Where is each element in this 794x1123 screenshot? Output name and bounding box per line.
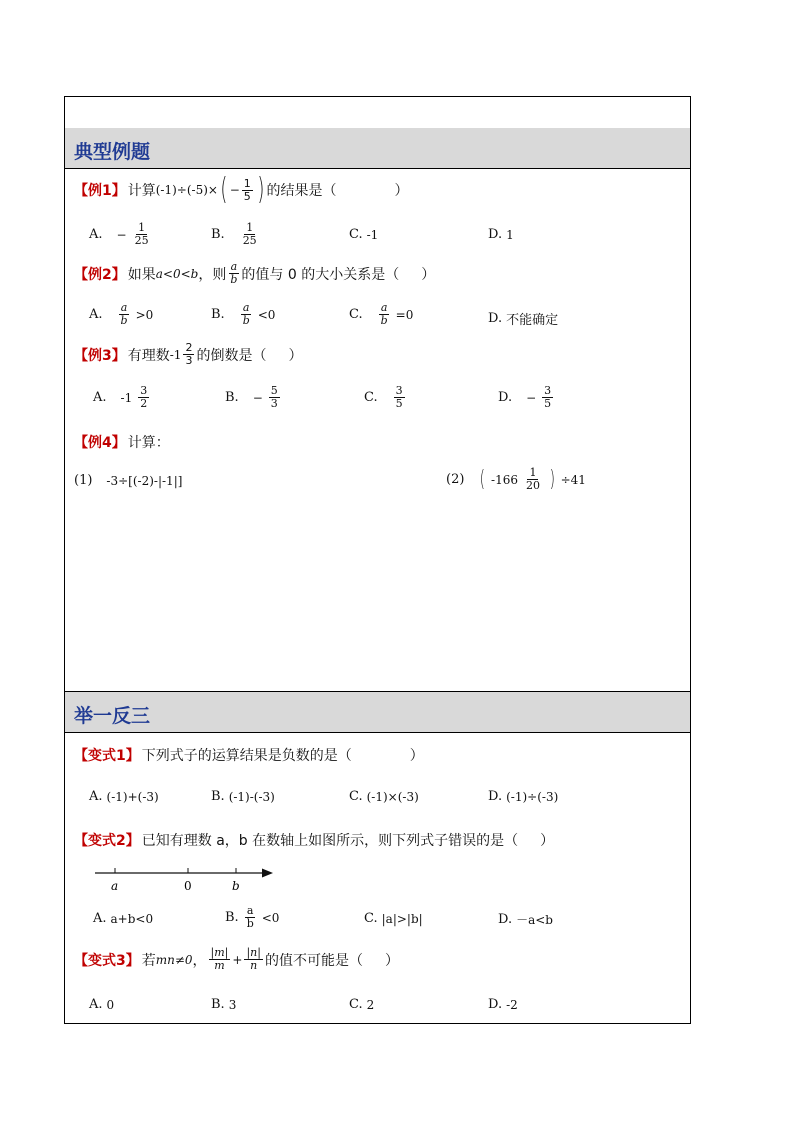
- example-2-condition: a<0<b: [155, 266, 199, 281]
- example-4-prefix: 计算：: [127, 435, 170, 451]
- option-label: C.: [349, 307, 363, 322]
- example-2-option-a[interactable]: [89, 302, 153, 327]
- option-relation: =0: [395, 307, 414, 322]
- example-2-suffix: 的值与 0 的大小关系是（: [241, 266, 400, 283]
- variant-2-tag: 【变式2】: [74, 833, 140, 849]
- option-label: B.: [211, 227, 225, 242]
- example-4-tag: 【例4】: [74, 435, 126, 451]
- option-relation: >0: [135, 307, 154, 322]
- option-label: C.: [349, 789, 363, 804]
- fraction-denominator: 5: [544, 397, 552, 410]
- example-3-prefix: 有理数: [127, 347, 170, 364]
- part-label: (2): [446, 472, 465, 487]
- fraction-denominator: n: [250, 959, 258, 972]
- variant-1-option-c[interactable]: [349, 789, 419, 804]
- option-relation: <0: [261, 910, 280, 925]
- left-paren: (: [480, 466, 486, 492]
- variant-3-close: ）: [384, 952, 399, 969]
- variant-3-suffix: 的值不可能是（: [264, 952, 363, 969]
- variant-1-text: 下列式子的运算结果是负数的是（: [141, 748, 352, 764]
- option-relation: <0: [257, 307, 276, 322]
- number-line-diagram: [89, 863, 279, 893]
- example-2-question: [74, 261, 435, 286]
- left-paren: (: [220, 172, 228, 207]
- variant-1-option-a[interactable]: [89, 789, 159, 804]
- fraction-numerator: a: [242, 301, 250, 314]
- example-1-option-c[interactable]: [349, 227, 378, 242]
- part-expression: -3÷[(-2)-|-1|]: [106, 473, 183, 488]
- example-3-close: ）: [288, 347, 303, 364]
- option-value: (-1)+(-3): [106, 789, 159, 804]
- label-a: a: [111, 879, 119, 893]
- option-value: 0: [106, 997, 115, 1012]
- option-fraction: [241, 222, 259, 247]
- option-fraction: [394, 385, 405, 410]
- option-fraction: [379, 302, 390, 327]
- variant-2-question: [74, 830, 554, 850]
- example-2-prefix: 如果: [127, 266, 156, 283]
- option-label: A.: [89, 227, 103, 242]
- example-1-option-d[interactable]: [488, 227, 514, 242]
- fraction-numerator: 1: [246, 221, 254, 234]
- option-value: -1: [366, 227, 379, 242]
- option-label: B.: [225, 390, 239, 405]
- option-label: D.: [498, 390, 513, 405]
- blank-header-row: [65, 97, 690, 129]
- option-label: B.: [225, 910, 239, 925]
- label-zero: 0: [184, 879, 192, 893]
- option-label: C.: [349, 997, 363, 1012]
- fraction-numerator: |n|: [246, 946, 261, 959]
- option-label: A.: [89, 307, 103, 322]
- example-2-tag: 【例2】: [74, 266, 126, 283]
- example-1-tag: 【例1】: [74, 183, 126, 199]
- fraction-denominator: 5: [243, 189, 251, 203]
- right-paren: ): [257, 172, 265, 207]
- worksheet-frame: [64, 96, 691, 1024]
- variant-3-option-b[interactable]: [211, 997, 236, 1012]
- variant-3-tag: 【变式3】: [74, 952, 140, 969]
- fraction-denominator: 25: [242, 234, 257, 247]
- variant-3-option-c[interactable]: [349, 997, 374, 1012]
- variant-3-question: [74, 947, 399, 972]
- example-2-option-c[interactable]: [349, 302, 413, 327]
- option-whole: -1: [120, 390, 133, 405]
- fraction-denominator: b: [380, 314, 388, 327]
- option-label: C.: [364, 911, 378, 926]
- option-fraction: [241, 302, 252, 327]
- variant-1-close: ）: [409, 748, 424, 764]
- example-2-option-b[interactable]: [211, 302, 275, 327]
- variant-2-text: 已知有理数 a，b 在数轴上如图所示，则下列式子错误的是（: [141, 833, 519, 849]
- fraction-denominator: 3: [270, 397, 278, 410]
- variant-1-tag: 【变式1】: [74, 748, 140, 764]
- option-value: (-1)-(-3): [228, 789, 275, 804]
- option-value: (-1)×(-3): [366, 789, 419, 804]
- option-value: -2: [506, 997, 518, 1012]
- example-4-question: [74, 432, 170, 452]
- label-b: b: [232, 879, 240, 893]
- variant-3-prefix: 若: [141, 952, 156, 969]
- option-fraction: [133, 222, 151, 247]
- fraction-numerator: 1: [138, 221, 146, 234]
- example-3-fraction: [183, 342, 194, 367]
- option-sign: −: [526, 390, 537, 405]
- option-label: B.: [211, 789, 225, 804]
- variant-3-option-d[interactable]: [488, 997, 518, 1012]
- fraction-denominator: m: [214, 959, 225, 972]
- fraction-denominator: 25: [134, 234, 149, 247]
- option-value: －a<b: [516, 913, 553, 927]
- variant-1-option-b[interactable]: [211, 789, 275, 804]
- fraction-numerator: 5: [270, 384, 278, 397]
- option-label: C.: [364, 390, 378, 405]
- example-1-prefix: 计算: [127, 183, 156, 199]
- fraction-numerator: a: [230, 260, 238, 273]
- option-label: A.: [89, 997, 103, 1012]
- option-label: A.: [93, 390, 107, 405]
- part-whole: -166: [491, 472, 518, 487]
- part-tail: ÷41: [560, 472, 586, 487]
- variant-2-option-a[interactable]: [93, 911, 153, 926]
- option-label: D.: [488, 311, 503, 326]
- example-3-option-d[interactable]: [498, 385, 555, 410]
- option-sign: −: [116, 227, 127, 242]
- option-value: 3: [228, 997, 237, 1012]
- option-label: A.: [89, 789, 103, 804]
- example-3-question: [74, 342, 302, 367]
- fraction-denominator: b: [242, 314, 250, 327]
- fraction-numerator: |m|: [210, 946, 229, 959]
- example-2-fraction: [228, 261, 239, 286]
- fraction-denominator: 2: [140, 397, 148, 410]
- option-fraction: [119, 302, 130, 327]
- fraction-denominator: b: [120, 314, 128, 327]
- fraction-numerator: 3: [544, 384, 552, 397]
- example-1-fraction: [242, 178, 253, 203]
- example-1-frac-sign: −: [229, 183, 240, 197]
- number-line-arrow: [262, 869, 273, 878]
- option-fraction: [269, 385, 280, 410]
- example-3-option-c[interactable]: [364, 385, 407, 410]
- example-3-option-b[interactable]: [225, 385, 282, 410]
- fraction-denominator: b: [246, 917, 254, 930]
- example-1-expression: (-1)÷(-5)×: [155, 183, 218, 197]
- option-fraction: [138, 385, 149, 410]
- fraction-denominator: b: [230, 273, 238, 286]
- fraction-numerator: 3: [140, 384, 148, 397]
- fraction-denominator: 3: [185, 354, 193, 367]
- option-value: 不能确定: [506, 313, 559, 328]
- variant-3-fraction-m: [209, 947, 231, 972]
- example-1-question: [74, 172, 409, 207]
- part-label: (1): [74, 473, 93, 488]
- option-value: |a|>|b|: [381, 911, 423, 926]
- option-label: A.: [93, 911, 107, 926]
- variant-3-option-a[interactable]: [89, 997, 114, 1012]
- example-1-option-a[interactable]: [89, 222, 153, 247]
- variant-1-option-d[interactable]: [488, 789, 558, 804]
- right-paren: ): [549, 466, 555, 492]
- option-label: D.: [488, 789, 503, 804]
- fraction-denominator: 20: [525, 479, 540, 492]
- option-value: 1: [506, 227, 514, 242]
- part-fraction: [524, 467, 542, 492]
- example-4-part-1: [74, 473, 182, 488]
- example-3-suffix: 的倒数是（: [196, 347, 267, 364]
- option-label: D.: [498, 912, 513, 927]
- option-value: 2: [366, 997, 375, 1012]
- fraction-numerator: 3: [395, 384, 403, 397]
- example-3-tag: 【例3】: [74, 347, 126, 364]
- option-label: B.: [211, 997, 225, 1012]
- option-value: a+b<0: [110, 911, 154, 926]
- variant-3-fraction-n: [244, 947, 263, 972]
- option-value: (-1)÷(-3): [506, 789, 559, 804]
- variant-2-close: ）: [540, 833, 555, 849]
- example-3-whole: -1: [169, 347, 182, 362]
- example-3-option-a[interactable]: [93, 385, 151, 410]
- example-1-suffix: 的结果是（: [266, 183, 337, 199]
- example-2-close: ）: [421, 266, 436, 283]
- variant-3-condition: mn≠0: [155, 952, 193, 967]
- option-fraction: [245, 905, 256, 930]
- option-label: C.: [349, 227, 363, 242]
- fraction-numerator: 1: [243, 176, 251, 190]
- fraction-numerator: 2: [185, 341, 193, 354]
- example-1-close: ）: [394, 183, 409, 199]
- section-title-practice: 举一反三: [65, 691, 690, 733]
- fraction-numerator: a: [120, 301, 128, 314]
- fraction-numerator: a: [380, 301, 388, 314]
- option-label: D.: [488, 227, 503, 242]
- fraction-numerator: a: [246, 904, 254, 917]
- variant-3-comma: ，: [192, 952, 207, 969]
- option-fraction: [542, 385, 553, 410]
- example-2-mid: ，则: [198, 266, 227, 283]
- plus-sign: +: [232, 952, 243, 967]
- option-sign: −: [252, 390, 263, 405]
- section-title-examples: 典型例题: [65, 128, 690, 169]
- variant-1-question: [74, 745, 424, 765]
- variant-2-option-b[interactable]: [225, 905, 279, 930]
- option-label: D.: [488, 997, 503, 1012]
- option-label: B.: [211, 307, 225, 322]
- example-4-part-2: [446, 467, 586, 492]
- example-2-option-d[interactable]: [488, 309, 558, 328]
- fraction-numerator: 1: [529, 466, 537, 479]
- example-1-option-b[interactable]: [211, 222, 261, 247]
- fraction-denominator: 5: [395, 397, 403, 410]
- variant-2-option-c[interactable]: [364, 911, 423, 926]
- variant-2-option-d[interactable]: [498, 911, 553, 928]
